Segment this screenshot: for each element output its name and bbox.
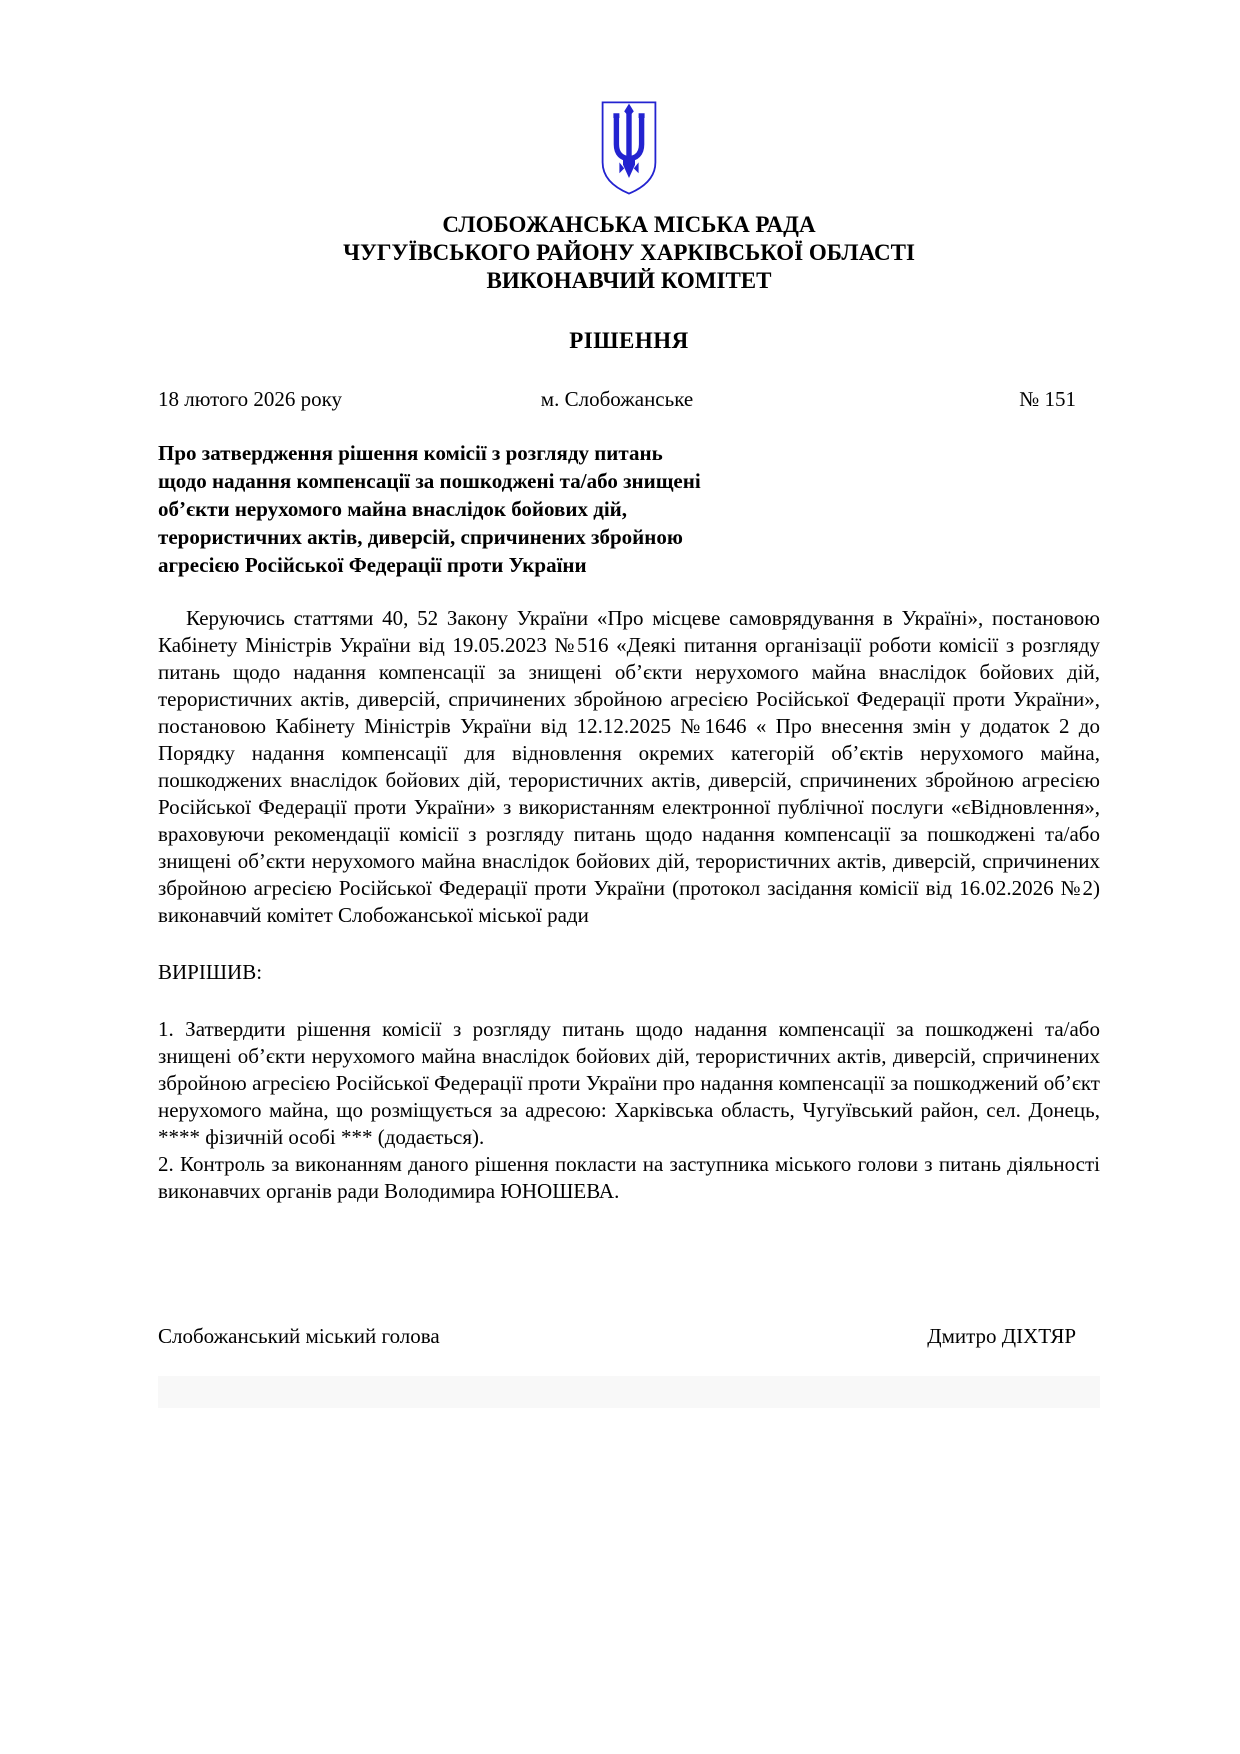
signature-row bbox=[158, 1323, 1100, 1350]
doc-subject bbox=[158, 439, 778, 579]
doc-meta-row bbox=[158, 386, 1100, 413]
doc-date: 18 лютого 2026 року bbox=[158, 387, 343, 411]
decision-items bbox=[158, 1016, 1100, 1205]
subject-line: об’єкти нерухомого майна внаслідок бойових дій, bbox=[158, 497, 628, 521]
doc-type-title: РІШЕННЯ bbox=[569, 328, 689, 353]
doc-number: № 151 bbox=[1019, 387, 1076, 411]
ukraine-trident-icon bbox=[599, 100, 659, 196]
subject-line: терористичних актів, диверсій, спричинених збройною bbox=[158, 525, 683, 549]
doc-preamble bbox=[158, 605, 1100, 929]
org-name-line-2: ЧУГУЇВСЬКОГО РАЙОНУ ХАРКІВСЬКОЇ ОБЛАСТІ bbox=[343, 240, 915, 265]
doc-place: м. Слобожанське bbox=[540, 387, 694, 411]
resolved-label: ВИРІШИВ: bbox=[158, 960, 263, 984]
org-header bbox=[158, 211, 1100, 295]
redacted-signature-area bbox=[158, 1376, 1100, 1408]
signature-name: Дмитро ДІХТЯР bbox=[927, 1324, 1076, 1348]
org-name-line-3: ВИКОНАВЧИЙ КОМІТЕТ bbox=[486, 268, 772, 293]
subject-line: щодо надання компенсації за пошкоджені та/або знищені bbox=[158, 469, 701, 493]
emblem-container bbox=[158, 100, 1100, 203]
decision-item-2: 2. Контроль за виконанням даного рішення покласти на заступника міського голови з питань діяльності виконавчих органів ради Володимира ЮНОШЕВА. bbox=[158, 1152, 1100, 1203]
decision-item-1: 1. Затвердити рішення комісії з розгляду питань щодо надання компенсації за пошкоджені та/або знищені об’єкти нерухомого майна внаслідок бойових дій, терористичних актів, диверсій, спричинених збройною агресією Російської Федерації проти України про надання компенсації за пошкоджений об’єкт нерухомого майна, що розміщується за адресою: Харківська область, Чугуївський район, сел. Донець, **** фізичній особі *** (додається). bbox=[158, 1017, 1100, 1149]
subject-line: агресією Російської Федерації проти України bbox=[158, 553, 587, 577]
subject-line: Про затвердження рішення комісії з розгляду питань bbox=[158, 441, 663, 465]
signature-position: Слобожанський міський голова bbox=[158, 1324, 440, 1348]
org-name-line-1: СЛОБОЖАНСЬКА МІСЬКА РАДА bbox=[442, 212, 816, 237]
preamble-text: Керуючись статтями 40, 52 Закону України «Про місцеве самоврядування в Україні», постановою Кабінету Міністрів України від 19.05.2023 №516 «Деякі питання організації роботи комісії з розгляду питань щодо надання компенсації за знищені об’єкти нерухомого майна внаслідок бойових дій, терористичних актів, диверсій, спричинених збройною агресією Російської Федерації проти України», постановою Кабінету Міністрів України від 12.12.2025 №1646 « Про внесення змін у додаток 2 до Порядку надання компенсації для відновлення окремих категорій об’єктів нерухомого майна, пошкоджених внаслідок бойових дій, терористичних актів, диверсій, спричинених збройною агресією Російської Федерації проти України» з використанням електронної публічної послуги «єВідновлення», враховуючи рекомендації комісії з розгляду питань щодо надання компенсації за пошкоджені та/або знищені об’єкти нерухомого майна внаслідок бойових дій, терористичних актів, диверсій, спричинених збройною агресією Російської Федерації проти України (протокол засідання комісії від 16.02.2026 №2) виконавчий комітет Слобожанської міської ради bbox=[158, 606, 1100, 927]
